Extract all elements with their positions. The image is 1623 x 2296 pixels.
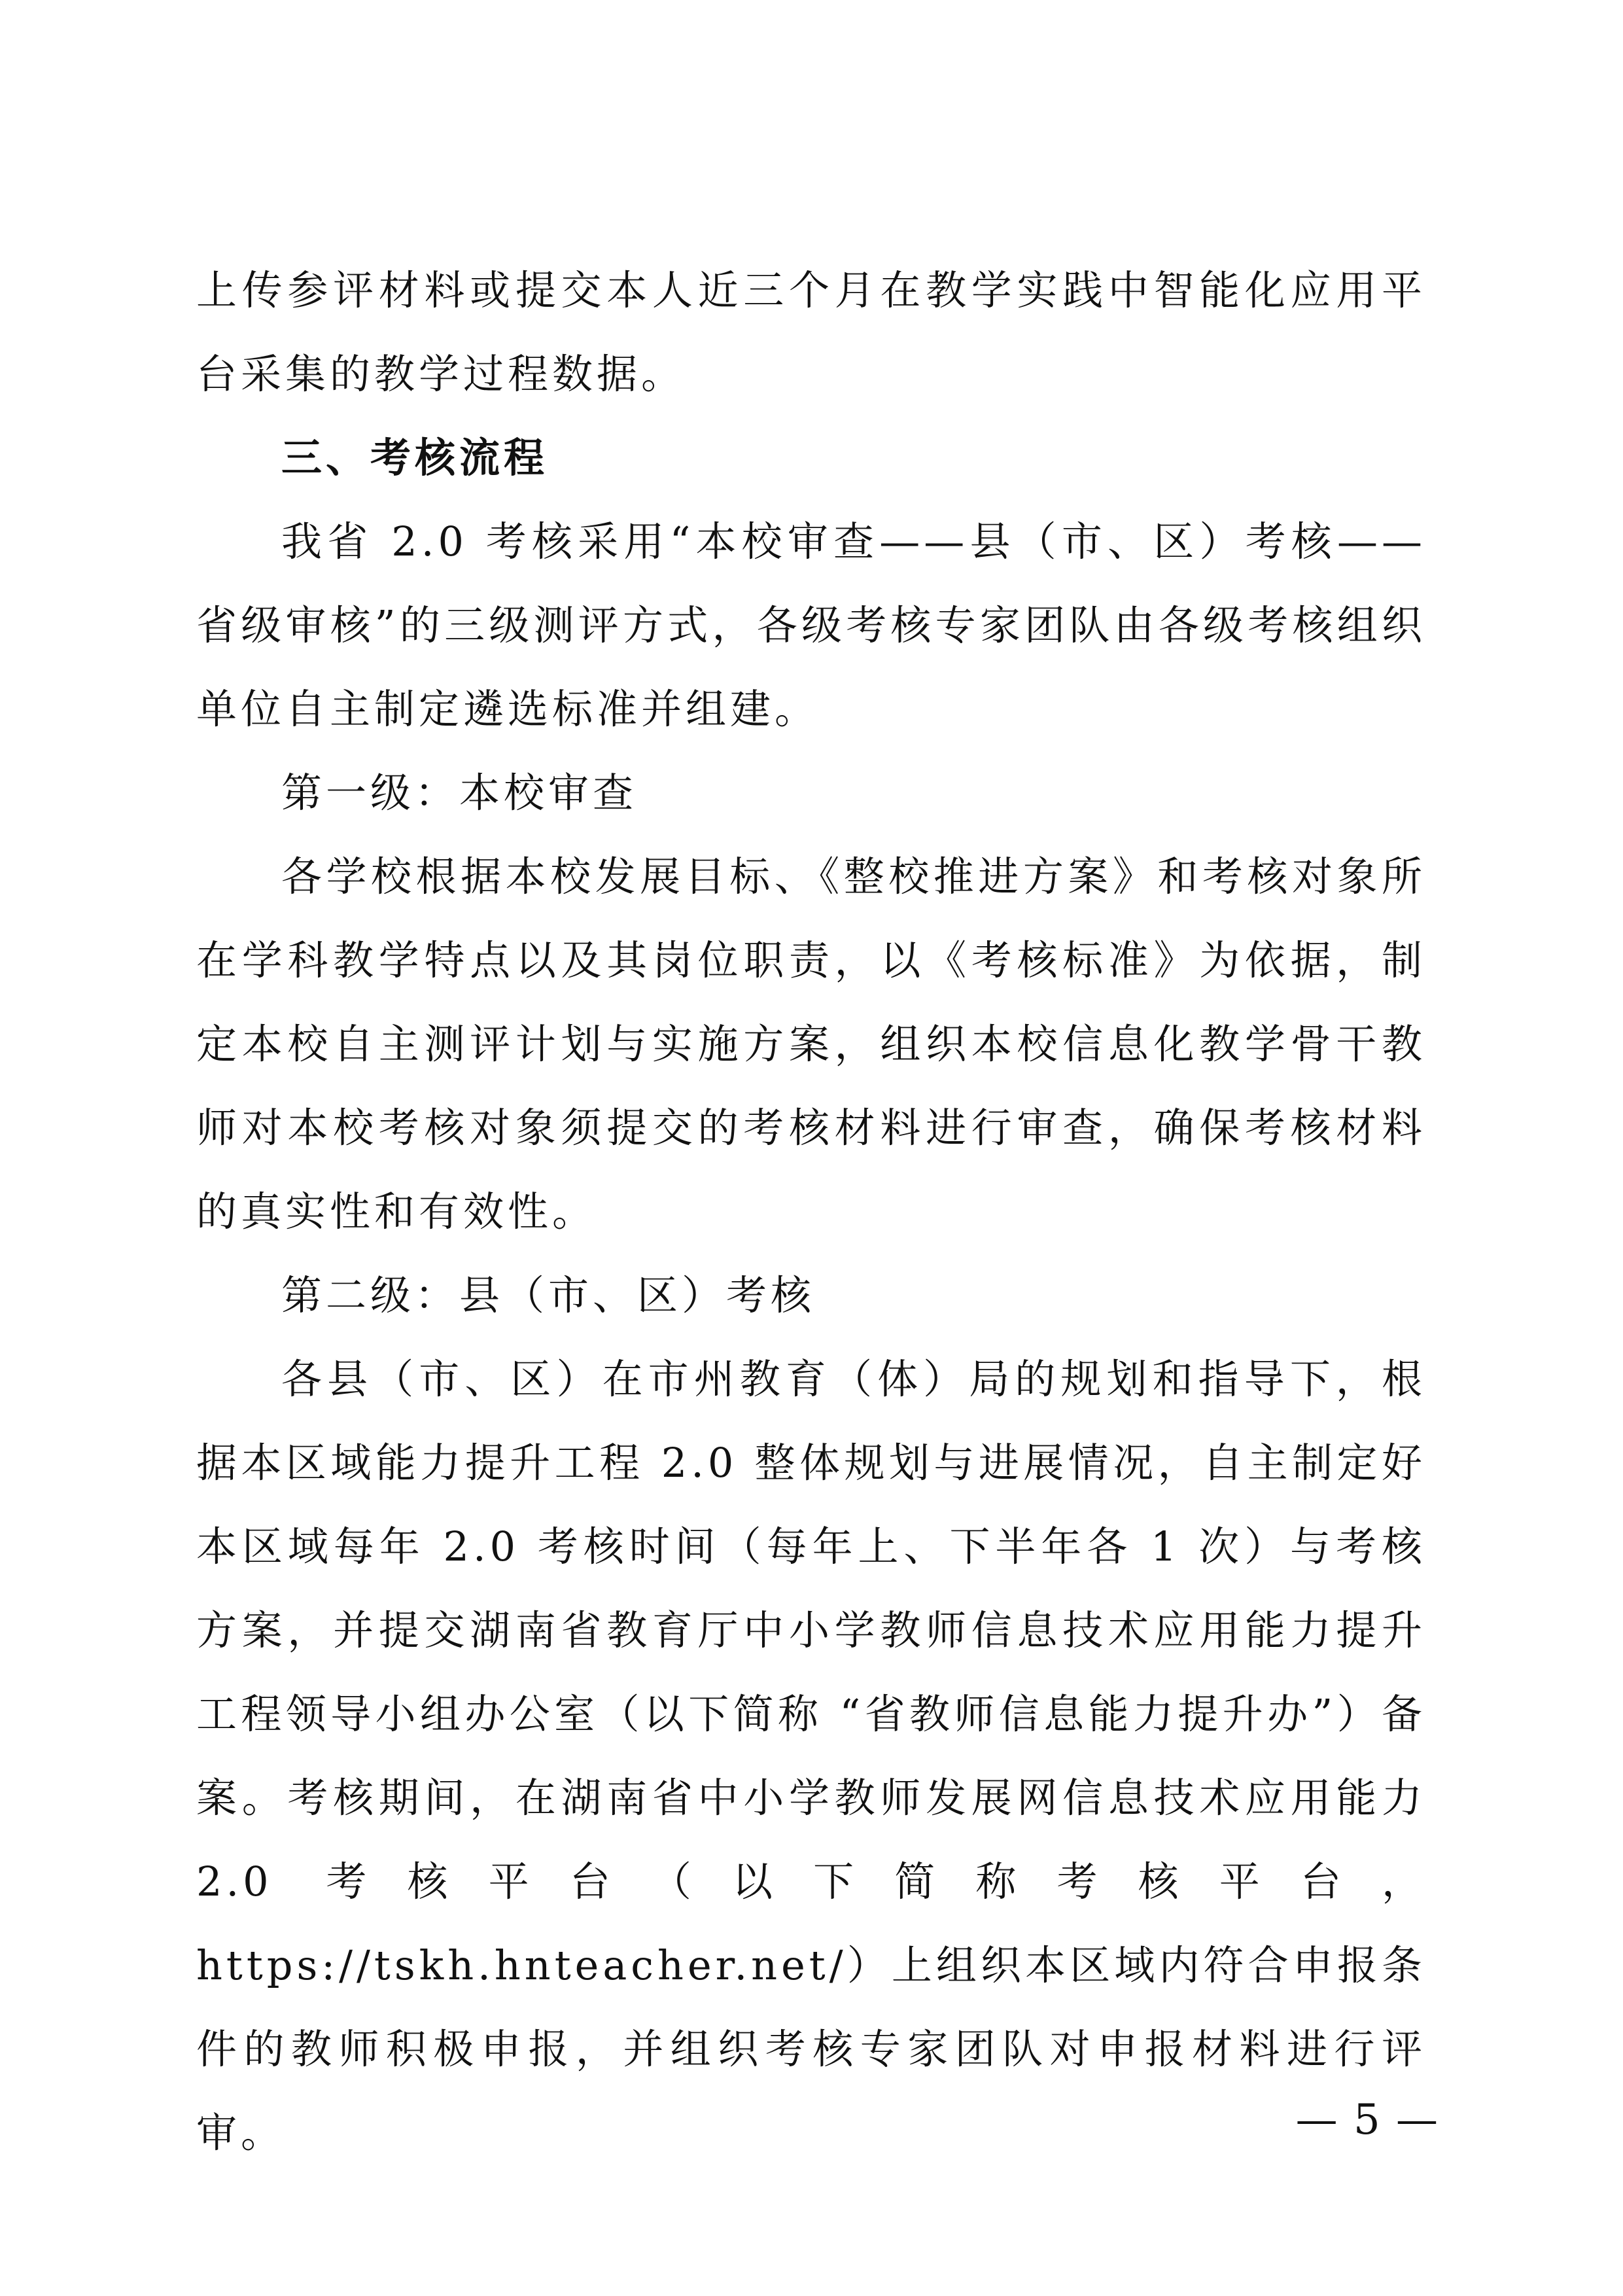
paragraph-level-two: 各县（市、区）在市州教育（体）局的规划和指导下，根据本区域能力提升工程 2.0 整体规划与进展情况，自主制定好本区域每年 2.0 考核时间（每年上、下半年各 1 次）与考核方案，并提交湖南省教育厅中小学教师信息技术应用能力提升工程领导小组办公室（以下简称 “省教师信息能力提升办”）备案。考核期间，在湖南省中小学教师发展网信息技术应用能力 2.0 考核平台（以下简称考核平台， https://tskh.hnteacher.net/）上组织本区域内符合申报条件的教师积极申报，并组织考核专家团队对申报材料进行评审。 (196, 1355, 1443, 2157)
subheading-level-one: 第一级：本校审查 (281, 769, 638, 817)
document-body (196, 249, 1443, 2175)
paragraph-assessment-method: 我省 2.0 考核采用“本校审查——县（市、区）考核——省级审核”的三级测评方式，各级考核专家团队由各级考核组织单位自主制定遴选标准并组建。 (196, 518, 1426, 733)
page-number: — 5 — (1295, 2096, 1439, 2144)
subheading-level-two: 第二级：县（市、区）考核 (281, 1271, 816, 1319)
section-heading: 三、考核流程 (281, 434, 549, 482)
paragraph-continuation: 上传参评材料或提交本人近三个月在教学实践中智能化应用平台采集的教学过程数据。 (196, 266, 1426, 398)
paragraph-level-one: 各学校根据本校发展目标、《整校推进方案》和考核对象所在学科教学特点以及其岗位职责，以《考核标准》为依据，制定本校自主测评计划与实施方案，组织本校信息化教学骨干教师对本校考核对象须提交的考核材料进行审查，确保考核材料的真实性和有效性。 (196, 853, 1426, 1235)
